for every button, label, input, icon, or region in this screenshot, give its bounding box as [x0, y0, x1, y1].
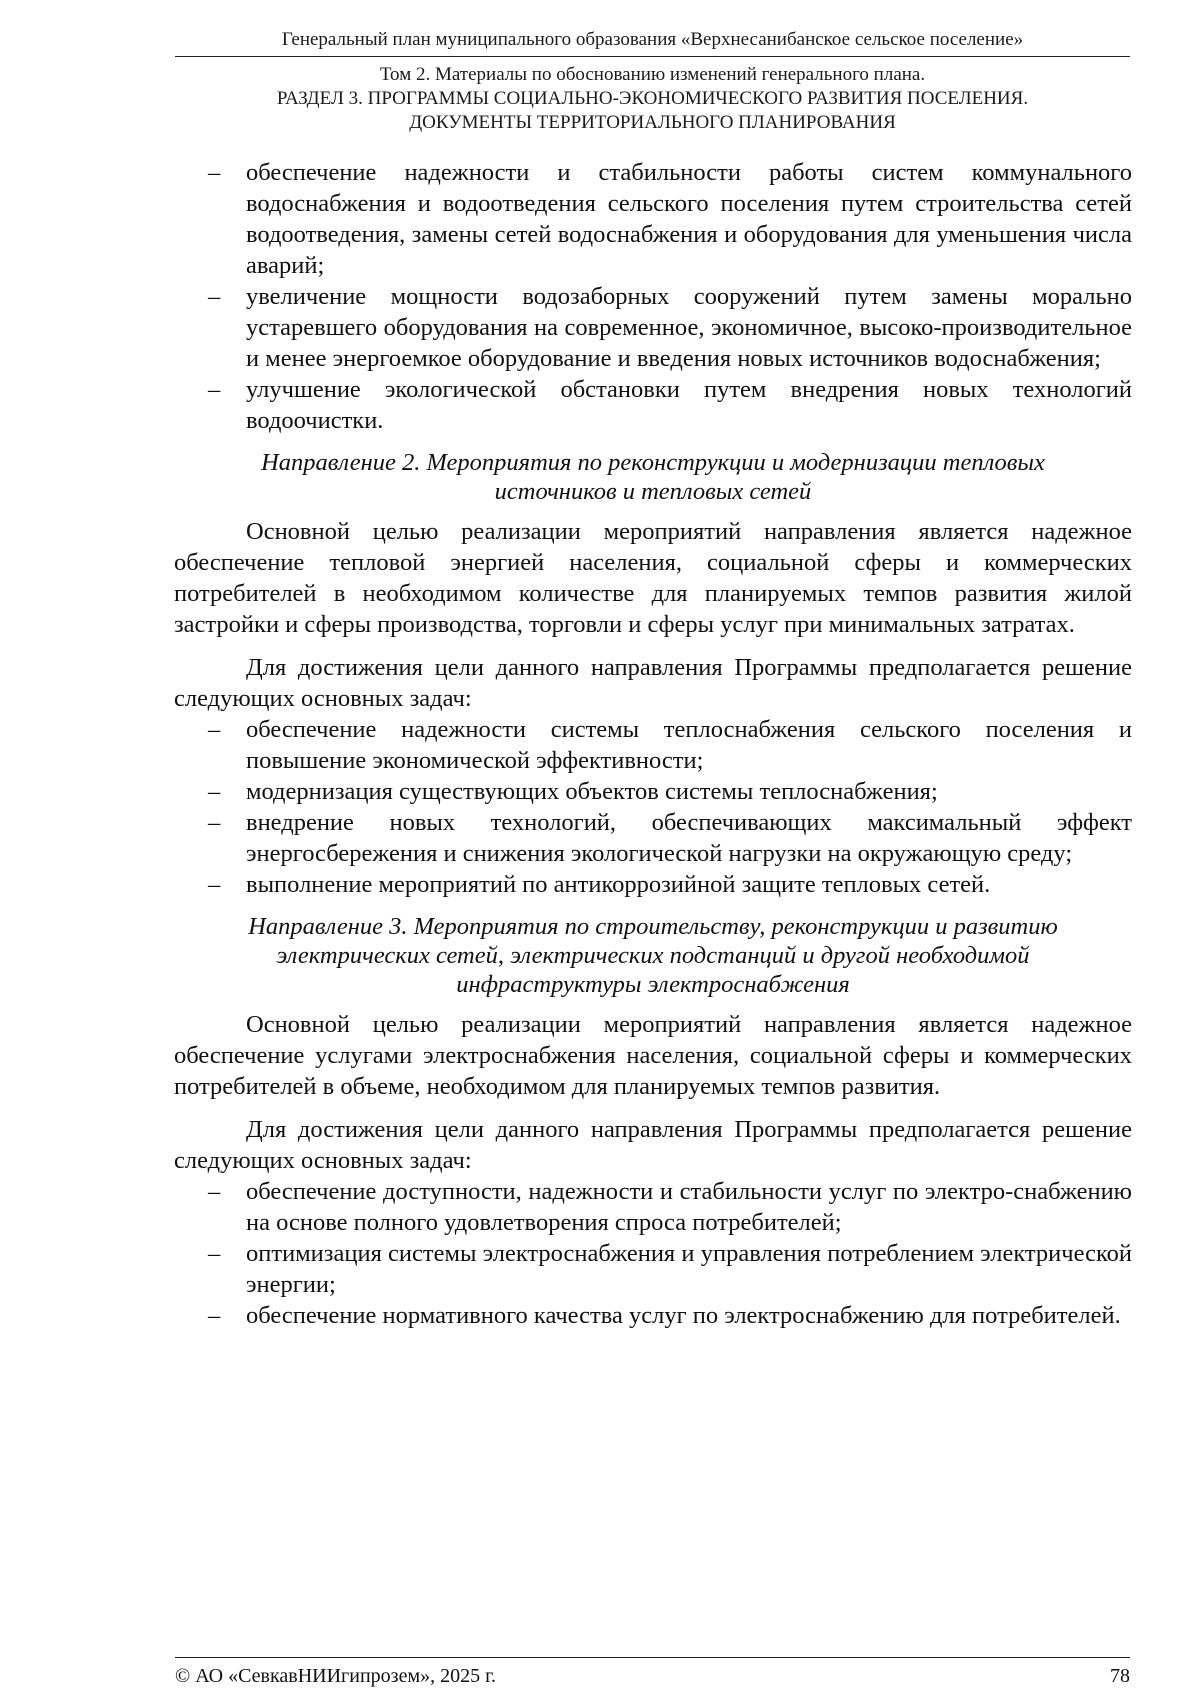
list-item-text: выполнение мероприятий по антикоррозийной защите тепловых сетей. [246, 871, 991, 898]
list-dash: – [208, 778, 221, 805]
heat-tasks-list [174, 714, 1132, 900]
list-dash: – [208, 871, 221, 898]
page-number: 78 [1110, 1665, 1130, 1687]
list-item-text: обеспечение доступности, надежности и стабильности услуг по электро-снабжению на основе полного удовлетворения спроса потребителей; [246, 1178, 1132, 1236]
list-dash: – [208, 1240, 221, 1267]
list-item [174, 281, 1132, 374]
header-volume: Том 2. Материалы по обоснованию изменений генерального плана. [379, 64, 926, 85]
section-3-title [174, 912, 1132, 999]
section-3-paragraph-2: Для достижения цели данного направления Программы предполагается решение следующих основных задач: [174, 1116, 1132, 1174]
list-dash: – [208, 376, 221, 403]
header-document-title: Генеральный план муниципального образования «Верхнесанибанское сельское поселение» [281, 29, 1024, 50]
section-3-title-line-3: инфраструктуры электроснабжения [456, 971, 850, 998]
list-dash: – [208, 809, 221, 836]
water-tasks-list [174, 157, 1132, 436]
list-item [174, 869, 1132, 900]
list-item [174, 807, 1132, 869]
list-dash: – [208, 159, 221, 186]
footer-rule [175, 1657, 1130, 1658]
list-item [174, 374, 1132, 436]
header-section-line-1: РАЗДЕЛ 3. ПРОГРАММЫ СОЦИАЛЬНО-ЭКОНОМИЧЕСКОГО РАЗВИТИЯ ПОСЕЛЕНИЯ. [276, 88, 1029, 109]
list-item [174, 1300, 1132, 1331]
list-item-text: обеспечение надежности и стабильности работы систем коммунального водоснабжения и водоотведения сельского поселения путем строительства сетей водоотведения, замены сетей водоснабжения и оборудования для уменьшения числа аварий; [246, 159, 1132, 279]
list-item-text: внедрение новых технологий, обеспечивающих максимальный эффект энергосбережения и снижения экологической нагрузки на окружающую среду; [246, 809, 1132, 867]
header-section-line-2: ДОКУМЕНТЫ ТЕРРИТОРИАЛЬНОГО ПЛАНИРОВАНИЯ [409, 112, 896, 133]
section-2-paragraph-2: Для достижения цели данного направления Программы предполагается решение следующих основных задач: [174, 654, 1132, 712]
section-3-title-line-2: электрических сетей, электрических подстанций и другой необходимой [276, 942, 1030, 969]
list-item-text: модернизация существующих объектов системы теплоснабжения; [246, 778, 938, 805]
list-dash: – [208, 1178, 221, 1205]
page-footer [175, 1657, 1130, 1688]
list-item [174, 1176, 1132, 1238]
section-3-title-line-1: Направление 3. Мероприятия по строительству, реконструкции и развитию [248, 913, 1058, 940]
power-tasks-list [174, 1176, 1132, 1331]
list-item-text: обеспечение надежности системы теплоснабжения сельского поселения и повышение экономической эффективности; [246, 716, 1132, 774]
section-3-paragraph-1: Основной целью реализации мероприятий направления является надежное обеспечение услугами электроснабжения населения, социальной сферы и коммерческих потребителей в объеме, необходимом для планируемых темпов развития. [174, 1011, 1132, 1100]
page-content [174, 157, 1132, 1331]
list-item [174, 157, 1132, 281]
list-item-text: улучшение экологической обстановки путем внедрения новых технологий водоочистки. [246, 376, 1132, 434]
section-2-title-line-2: источников и тепловых сетей [494, 478, 812, 505]
list-item [174, 1238, 1132, 1300]
copyright: © АО «СевкавНИИгипрозем», 2025 г. [175, 1665, 497, 1687]
list-item [174, 776, 1132, 807]
section-2-paragraph-1: Основной целью реализации мероприятий направления является надежное обеспечение тепловой энергией населения, социальной сферы и коммерческих потребителей в необходимом количестве для планируемых темпов развития жилой застройки и сферы производства, торговли и сферы услуг при минимальных затратах. [174, 518, 1132, 638]
list-item-text: обеспечение нормативного качества услуг по электроснабжению для потребителей. [246, 1302, 1121, 1329]
list-item-text: увеличение мощности водозаборных сооружений путем замены морально устаревшего оборудования на современное, экономичное, высоко-производительное и менее энергоемкое оборудование и введения новых источников водоснабжения; [246, 283, 1132, 372]
section-2-title [174, 448, 1132, 506]
list-item-text: оптимизация системы электроснабжения и управления потреблением электрической энергии; [246, 1240, 1132, 1298]
list-dash: – [208, 1302, 221, 1329]
list-dash: – [208, 283, 221, 310]
list-item [174, 714, 1132, 776]
header-rule [175, 56, 1130, 57]
page-header [175, 28, 1130, 135]
section-2-title-line-1: Направление 2. Мероприятия по реконструкции и модернизации тепловых [261, 449, 1045, 476]
list-dash: – [208, 716, 221, 743]
footer-row [175, 1664, 1130, 1688]
